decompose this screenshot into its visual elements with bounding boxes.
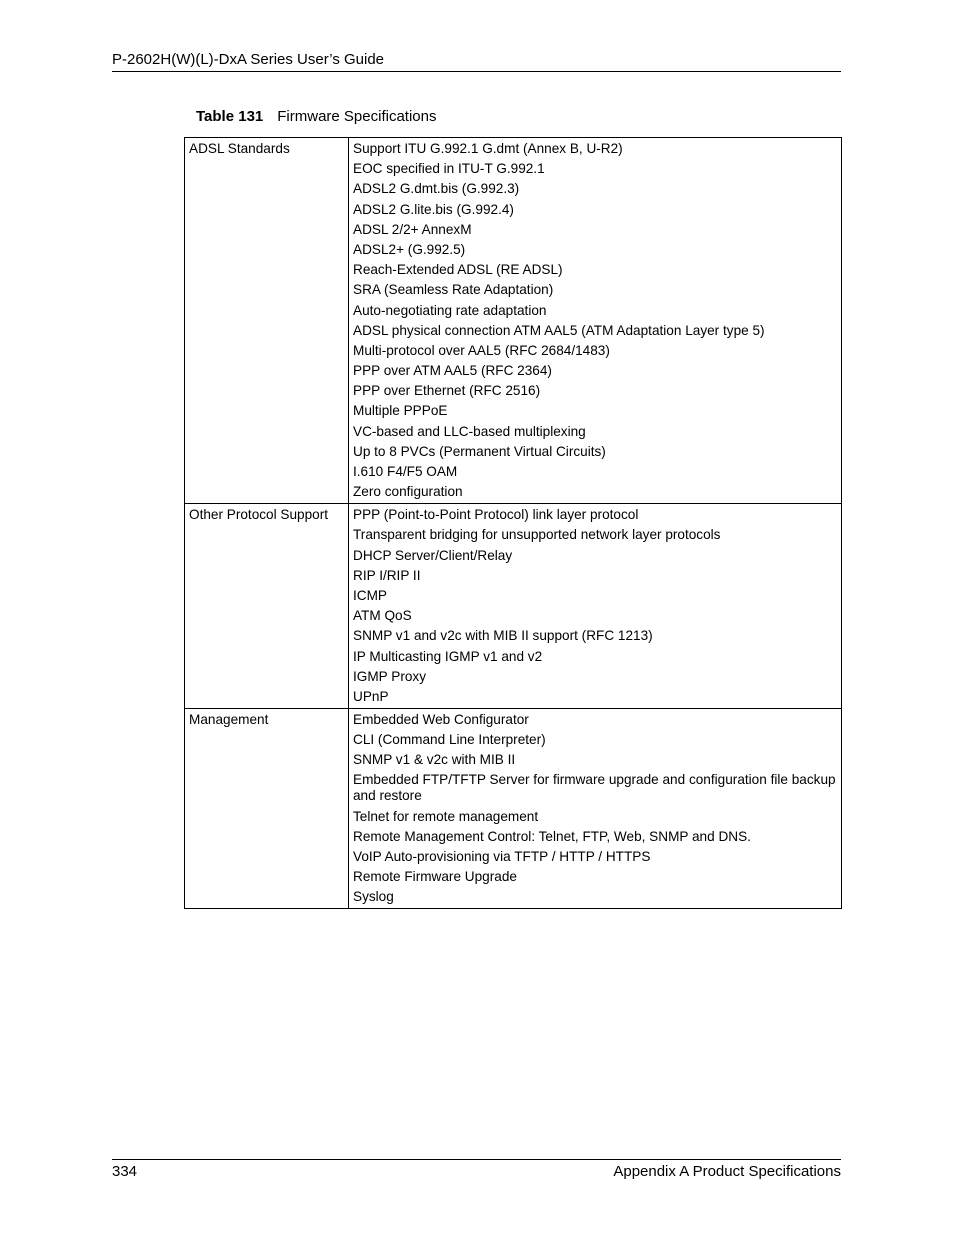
feature-item: ADSL 2/2+ AnnexM: [353, 221, 472, 237]
feature-item: ATM QoS: [353, 608, 412, 624]
feature-item: VoIP Auto-provisioning via TFTP / HTTP / HTTPS: [353, 849, 651, 864]
table-body: [185, 138, 842, 909]
feature-item: Up to 8 PVCs (Permanent Virtual Circuits): [353, 443, 606, 459]
feature-item: RIP I/RIP II: [353, 567, 421, 583]
feature-item: IP Multicasting IGMP v1 and v2: [353, 648, 543, 664]
feature-item: CLI (Command Line Interpreter): [353, 732, 546, 748]
feature-item: Multi-protocol over AAL5 (RFC 2684/1483): [353, 342, 610, 358]
feature-item: Transparent bridging for unsupported network layer protocols: [353, 527, 721, 543]
feature-item: VC-based and LLC-based multiplexing: [353, 423, 586, 439]
category-cell: ADSL Standards: [185, 138, 349, 504]
feature-item: Syslog: [353, 889, 394, 905]
feature-item: I.610 F4/F5 OAM: [353, 464, 458, 479]
page-footer: [112, 1159, 841, 1181]
feature-item: Zero configuration: [353, 484, 463, 500]
features-cell: [349, 504, 842, 709]
feature-item: SNMP v1 & v2c with MIB II: [353, 752, 516, 768]
feature-item: IGMP Proxy: [353, 668, 427, 684]
feature-item: Auto-negotiating rate adaptation: [353, 302, 547, 318]
table-row: [185, 138, 842, 504]
feature-item: Reach-Extended ADSL (RE ADSL): [353, 262, 563, 278]
feature-item: Embedded FTP/TFTP Server for firmware upgrade and configuration file backup and restore: [353, 772, 836, 804]
feature-item: ADSL2 G.dmt.bis (G.992.3): [353, 181, 520, 197]
feature-item: DHCP Server/Client/Relay: [353, 547, 513, 563]
feature-item: SNMP v1 and v2c with MIB II support (RFC 1213): [353, 628, 653, 644]
feature-item: ADSL2+ (G.992.5): [353, 241, 466, 257]
feature-item: SRA (Seamless Rate Adaptation): [353, 282, 554, 298]
feature-item: Embedded Web Configurator: [353, 711, 529, 727]
feature-item: Remote Management Control: Telnet, FTP, Web, SNMP and DNS.: [353, 828, 751, 844]
feature-item: EOC specified in ITU-T G.992.1: [353, 161, 545, 177]
feature-item: PPP (Point-to-Point Protocol) link layer protocol: [353, 507, 639, 523]
feature-item: ICMP: [353, 587, 387, 603]
feature-item: Telnet for remote management: [353, 808, 539, 824]
features-cell: [349, 708, 842, 909]
feature-item: UPnP: [353, 688, 389, 704]
guide-title: P-2602H(W)(L)-DxA Series User’s Guide: [112, 51, 385, 68]
feature-item: Support ITU G.992.1 G.dmt (Annex B, U-R2): [353, 141, 623, 156]
feature-item: ADSL physical connection ATM AAL5 (ATM Adaptation Layer type 5): [353, 322, 765, 338]
feature-item: PPP over ATM AAL5 (RFC 2364): [353, 363, 552, 379]
table-row: [185, 708, 842, 909]
table-caption: [196, 108, 436, 126]
table-number: Table 131: [196, 108, 264, 125]
category-cell: Management: [185, 708, 349, 909]
table-row: [185, 504, 842, 709]
table-title: Firmware Specifications: [277, 108, 437, 125]
page-header: [112, 51, 841, 72]
feature-item: PPP over Ethernet (RFC 2516): [353, 383, 541, 399]
feature-item: ADSL2 G.lite.bis (G.992.4): [353, 201, 514, 217]
feature-item: Remote Firmware Upgrade: [353, 869, 517, 885]
features-cell: [349, 138, 842, 504]
page-number: 334: [112, 1163, 138, 1180]
footer-section: Appendix A Product Specifications: [613, 1163, 841, 1180]
category-cell: Other Protocol Support: [185, 504, 349, 709]
firmware-specifications-table: [184, 137, 842, 909]
feature-item: Multiple PPPoE: [353, 403, 448, 419]
